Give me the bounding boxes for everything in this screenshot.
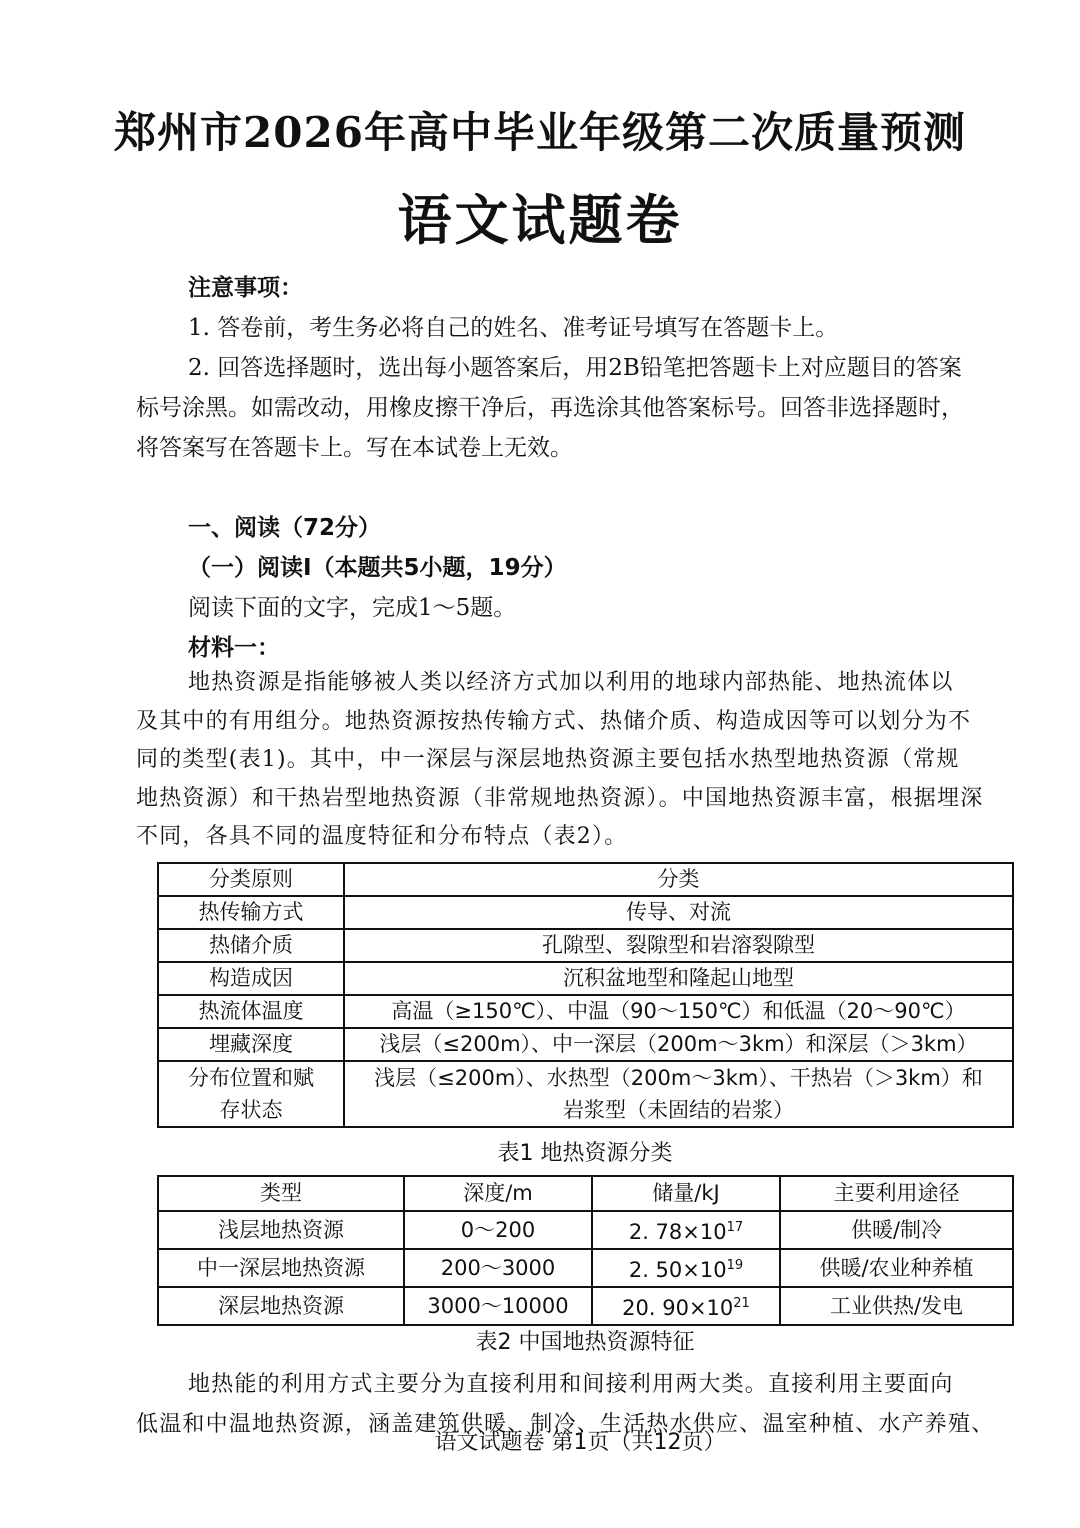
table-row	[158, 929, 1013, 962]
table-cell	[158, 1061, 344, 1127]
table-cell: 埋藏深度	[158, 1028, 344, 1061]
reserve-base: 2. 78×10	[628, 1220, 727, 1244]
material-line: 及其中的有用组分。地热资源按热传输方式、热储介质、构造成因等可以划分为不	[136, 708, 972, 734]
reading-section	[136, 508, 1036, 668]
table-header-row	[158, 863, 1013, 896]
page-footer: 语文试题卷 第1页（共12页）	[434, 1430, 726, 1455]
notice-section	[136, 268, 1036, 468]
table-cell: 中一深层地热资源	[158, 1249, 404, 1287]
table-header-cell: 类型	[158, 1176, 404, 1211]
table-cell: 高温（≥150℃）、中温（90～150℃）和低温（20～90℃）	[344, 995, 1013, 1028]
table-cell: 浅层地热资源	[158, 1211, 404, 1249]
table-cell: 工业供热/发电	[780, 1287, 1013, 1325]
table-header-cell: 深度/m	[404, 1176, 592, 1211]
table-row	[158, 1061, 1013, 1127]
table-cell-line: 存状态	[219, 1098, 283, 1122]
notice-item-2-line-3: 将答案写在答题卡上。写在本试卷上无效。	[136, 435, 573, 461]
table-cell: 孔隙型、裂隙型和岩溶裂隙型	[344, 929, 1013, 962]
table-cell: 热储介质	[158, 929, 344, 962]
notice-item-1: 1. 答卷前，考生务必将自己的姓名、准考证号填写在答题卡上。	[188, 315, 839, 341]
reserve-base: 20. 90×10	[622, 1296, 734, 1320]
table-row	[158, 1287, 1013, 1325]
table-cell-line: 分布位置和赋	[188, 1066, 314, 1090]
notice-heading: 注意事项：	[188, 275, 303, 301]
table-header-cell: 主要利用途径	[780, 1176, 1013, 1211]
table-cell	[592, 1287, 780, 1325]
table-header-cell: 分类	[344, 863, 1013, 896]
table-cell-line: 岩浆型（未固结的岩浆）	[563, 1098, 794, 1122]
table-row	[158, 896, 1013, 929]
exam-subtitle: 语文试题卷	[397, 189, 683, 252]
material-label: 材料一：	[188, 635, 280, 661]
table-cell: 沉积盆地型和隆起山地型	[344, 962, 1013, 995]
material-line: 不同，各具不同的温度特征和分布特点（表2）。	[136, 824, 628, 849]
table-cell: 供暖/农业种养植	[780, 1249, 1013, 1287]
part-heading: 一、阅读（72分）	[188, 515, 382, 541]
reserve-exponent: 19	[726, 1258, 744, 1273]
notice-item-2-line-1: 2. 回答选择题时，选出每小题答案后，用2B铅笔把答题卡上对应题目的答案	[188, 355, 962, 381]
table-cell: 传导、对流	[344, 896, 1013, 929]
reserve-base: 2. 50×10	[628, 1258, 727, 1282]
table-cell: 热传输方式	[158, 896, 344, 929]
table-row	[158, 1211, 1013, 1249]
table-cell: 深层地热资源	[158, 1287, 404, 1325]
table-row	[158, 1249, 1013, 1287]
table1-caption: 表1 地热资源分类	[497, 1141, 673, 1166]
tail-line: 地热能的利用方式主要分为直接利用和间接利用两大类。直接利用主要面向	[188, 1372, 954, 1397]
table-row	[158, 1028, 1013, 1061]
table-china-geothermal-features	[157, 1175, 1014, 1326]
table-row	[158, 995, 1013, 1028]
table-header-row	[158, 1176, 1013, 1211]
table-cell: 供暖/制冷	[780, 1211, 1013, 1249]
exam-title: 郑州市2026年高中毕业年级第二次质量预测	[114, 108, 966, 157]
table-cell: 200～3000	[404, 1249, 592, 1287]
reading-instruction: 阅读下面的文字，完成1～5题。	[188, 595, 517, 621]
material-line: 地热资源是指能够被人类以经济方式加以利用的地球内部热能、地热流体以	[188, 670, 954, 695]
table-cell-line: 浅层（≤200m）、水热型（200m～3km）、干热岩（＞3km）和	[374, 1066, 983, 1090]
table-cell: 构造成因	[158, 962, 344, 995]
table-header-cell: 储量/kJ	[592, 1176, 780, 1211]
table-cell: 热流体温度	[158, 995, 344, 1028]
table-cell: 3000～10000	[404, 1287, 592, 1325]
subpart-heading: （一）阅读Ⅰ（本题共5小题，19分）	[188, 555, 567, 581]
table2-caption: 表2 中国地热资源特征	[475, 1330, 695, 1355]
material-line: 地热资源）和干热岩型地热资源（非常规地热资源）。中国地热资源丰富，根据埋深	[136, 785, 984, 811]
notice-item-2-line-2: 标号涂黑。如需改动，用橡皮擦干净后，再选涂其他答案标号。回答非选择题时，	[136, 395, 964, 421]
reserve-exponent: 17	[726, 1220, 744, 1235]
material-line: 同的类型(表1)。其中，中一深层与深层地热资源主要包括水热型地热资源（常规	[136, 747, 960, 772]
table-row	[158, 962, 1013, 995]
table-geothermal-classification	[157, 862, 1014, 1128]
table-header-cell: 分类原则	[158, 863, 344, 896]
table-cell	[592, 1211, 780, 1249]
table-cell: 0～200	[404, 1211, 592, 1249]
table-cell: 浅层（≤200m）、中一深层（200m～3km）和深层（＞3km）	[344, 1028, 1013, 1061]
table-cell	[344, 1061, 1013, 1127]
tail-line: 低温和中温地热资源，涵盖建筑供暖、制冷、生活热水供应、温室种植、水产养殖、	[136, 1412, 995, 1437]
table-cell	[592, 1249, 780, 1287]
reserve-exponent: 21	[733, 1296, 750, 1311]
material-paragraph	[136, 664, 1036, 857]
